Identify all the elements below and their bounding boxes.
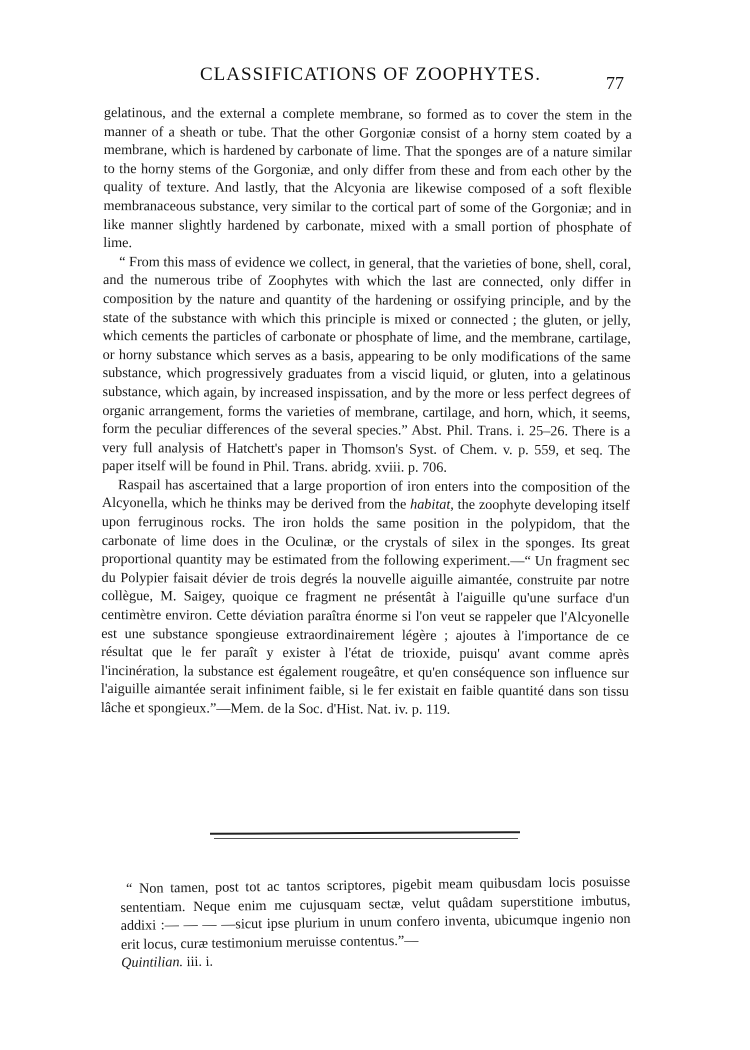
section-divider xyxy=(210,831,520,835)
running-title: CLASSIFICATIONS OF ZOOPHYTES. xyxy=(200,64,541,85)
raspail-text-end: the zoophyte developing itself upon ferruginous rocks. The iron holds the same position in the polypidom, that the carbonate of lime does in the Oculinæ, or the crystals of silex in the sponges. Its great proportional quantity may be estimated from the following experiment.—“ Un fragment sec du Polypier faisait dévier de trois degrés la nouvelle aiguille aimantée, construite par notre collègue, M. Saigey, quoique ce fragment ne présentât à l'aiguille qu'une surface d'un centimètre environ. Cette déviation paraîtra énorme si l'on veut se rappeler que l'Alcyonelle est une substance spongieuse extraordinairement légère ; ajoutes à l'importance de ce résultat que le fer paraît y exister à l'état de trioxide, puisqu' avant comme après l'incinération, la substance est également rougeâtre, et qu'en conséquence son influence sur l'aiguille aimantée serait infiniment faible, si le fer existait en faible quantité dans son tissu lâche et spongieux.”—Mem. de la Soc. d'Hist. Nat. iv. p. 119. xyxy=(100,497,630,718)
epigraph-text: “ Non tamen, post tot ac tantos scriptores, pigebit meam quibusdam locis posuisse sententiam. Neque enim me cujusquam sectæ, velut quâdam superstitione imbutus, addixi :— — — —sicut ipse plurium in unum confero inventa, ubicumque ingenio non erit locus, curæ testimonium meruisse contentus.”— xyxy=(120,873,631,953)
epigraph-quote xyxy=(120,873,631,973)
epigraph xyxy=(120,873,631,973)
epigraph-attribution: Quintilian. xyxy=(121,954,184,972)
main-text xyxy=(101,104,632,720)
paragraph-hatchett-quote: “ From this mass of evidence we collect, in general, that the varieties of bone, shell, coral, and the numerous tribe of Zoophytes with which the last are connected, only differ in composition by the nature and quantity of the hardening or ossifying principle, and by the state of the substance with which this principle is mixed or connected ; the gluten, or jelly, which cements the particles of carbonate or phosphate of lime, and the membrane, cartilage, or horny substance which serves as a basis, appearing to be only modifications of the same substance, which progressively graduates from a viscid liquid, or gluten, into a gelatinous substance, which again, by increased inspissation, and by the more or less perfect degrees of organic arrangement, forms the varieties of membrane, cartilage, and horn, which, it seems, form the peculiar differences of the several species.” Abst. Phil. Trans. i. 25–26. There is a very full analysis of Hatchett's paper in Thomson's Syst. of Chem. v. p. 559, et seq. The paper itself will be found in Phil. Trans. abridg. xviii. p. 706. xyxy=(102,253,632,477)
habitat-italic: habitat, xyxy=(410,497,454,514)
raspail-text-start: Raspail has ascertained that a large proportion of iron enters into the composition of the Alcyonella, which he thinks may be derived from the xyxy=(101,476,631,514)
page-number: 77 xyxy=(606,73,624,93)
paragraph-continuation: gelatinous, and the external a complete membrane, so formed as to cover the stem in the manner of a sheath or tube. That the other Gorgoniæ consist of a horny stem coated by a membrane, which is hardened by carbonate of lime. That the sponges are of a nature similar to the horny stems of the Gorgoniæ, and only differ from these and from each other by the quality of texture. And lastly, that the Alcyonia are likewise composed of a soft flexible membranaceous substance, very similar to the cortical part of some of the Gorgoniæ; and in like manner slightly hardened by carbonate, mixed with a small portion of phosphate of lime. xyxy=(103,104,632,252)
paragraph-raspail xyxy=(101,476,630,720)
epigraph-reference: iii. i. xyxy=(182,954,214,971)
section-divider-thin xyxy=(214,838,518,839)
